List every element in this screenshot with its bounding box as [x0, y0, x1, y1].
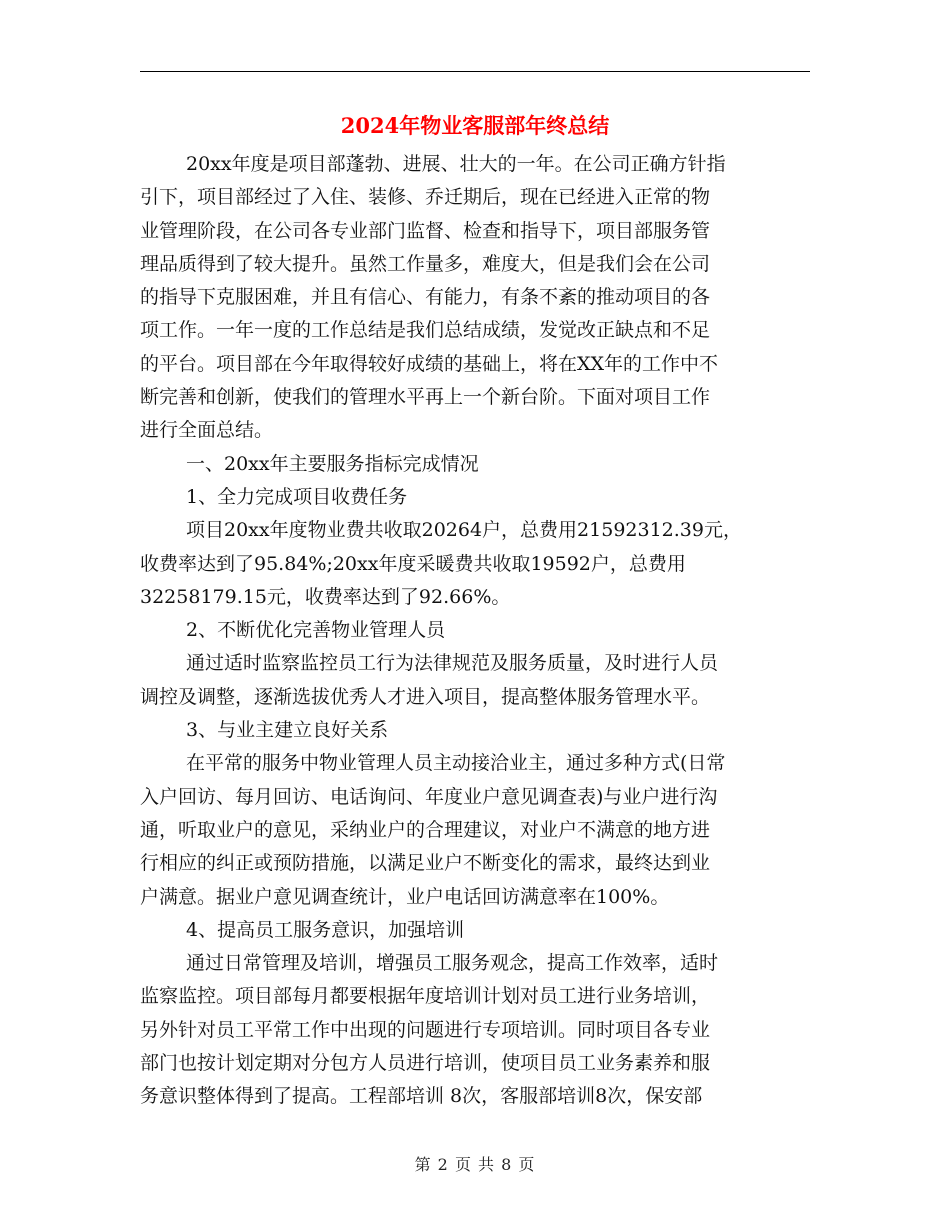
text-line: 务意识整体得到了提高。工程部培训 8次，客服部培训8次，保安部 [140, 1085, 703, 1108]
text-line: 的指导下克服困难，并且有信心、有能力，有条不紊的推动项目的各 [140, 286, 711, 309]
text-line: 通过日常管理及培训，增强员工服务观念，提高工作效率，适时 [186, 952, 719, 975]
text-line: 收费率达到了95.84%;20xx年度采暖费共收取19592户，总费用 [140, 552, 686, 575]
text-line: 理品质得到了较大提升。虽然工作量多，难度大，但是我们会在公司 [140, 252, 711, 275]
item-paragraph-training [140, 947, 810, 1113]
text-line: 引下，项目部经过了入住、装修、乔迁期后，现在已经进入正常的物 [140, 186, 711, 209]
text-line: 的平台。项目部在今年取得较好成绩的基础上，将在XX年的工作中不 [140, 352, 719, 375]
item-heading-training: 4、提高员工服务意识，加强培训 [186, 918, 465, 941]
intro-paragraph [140, 148, 810, 448]
text-line: 32258179.15元，收费率达到了92.66%。 [140, 585, 511, 608]
text-line: 进行全面总结。 [140, 419, 274, 442]
header-rule [140, 71, 810, 72]
item-paragraph-staff-optimization [140, 647, 810, 714]
text-line: 在平常的服务中物业管理人员主动接洽业主，通过多种方式(日常 [186, 752, 726, 775]
text-line: 户满意。据业户意见调查统计，业户电话回访满意率在100%。 [140, 885, 670, 908]
text-line: 监察监控。项目部每月都要根据年度培训计划对员工进行业务培训， [140, 985, 711, 1008]
text-line: 调控及调整，逐渐选拔优秀人才进入项目，提高整体服务管理水平。 [140, 685, 711, 708]
item-paragraph-owner-relations [140, 747, 810, 913]
section-heading: 一、20xx年主要服务指标完成情况 [186, 452, 479, 475]
item-heading-owner-relations: 3、与业主建立良好关系 [186, 719, 389, 742]
text-line: 行相应的纠正或预防措施，以满足业户不断变化的需求，最终达到业 [140, 852, 711, 875]
text-line: 部门也按计划定期对分包方人员进行培训，使项目员工业务素养和服 [140, 1052, 711, 1075]
item-heading-staff-optimization: 2、不断优化完善物业管理人员 [186, 619, 446, 642]
text-line: 20xx年度是项目部蓬勃、进展、壮大的一年。在公司正确方针指 [186, 153, 726, 175]
document-body [140, 148, 810, 1114]
text-line: 项目20xx年度物业费共收取20264户，总费用21592312.39元， [186, 519, 742, 542]
text-line: 业管理阶段，在公司各专业部门监督、检查和指导下，项目部服务管 [140, 219, 711, 242]
text-line: 项工作。一年一度的工作总结是我们总结成绩，发觉改正缺点和不足 [140, 319, 711, 342]
document-title: 2024年物业客服部年终总结 [340, 113, 610, 138]
page-number-footer: 第 2 页 共 8 页 [414, 1155, 536, 1174]
text-line: 通，听取业户的意见，采纳业户的合理建议，对业户不满意的地方进 [140, 818, 711, 841]
text-line: 通过适时监察监控员工行为法律规范及服务质量，及时进行人员 [186, 652, 719, 675]
item-heading-fee-collection: 1、全力完成项目收费任务 [186, 485, 408, 508]
text-line: 另外针对员工平常工作中出现的问题进行专项培训。同时项目各专业 [140, 1018, 711, 1041]
text-line: 断完善和创新，使我们的管理水平再上一个新台阶。下面对项目工作 [140, 386, 711, 409]
item-paragraph-fee-collection [140, 514, 810, 614]
text-line: 入户回访、每月回访、电话询问、年度业户意见调查表)与业户进行沟 [140, 785, 718, 808]
